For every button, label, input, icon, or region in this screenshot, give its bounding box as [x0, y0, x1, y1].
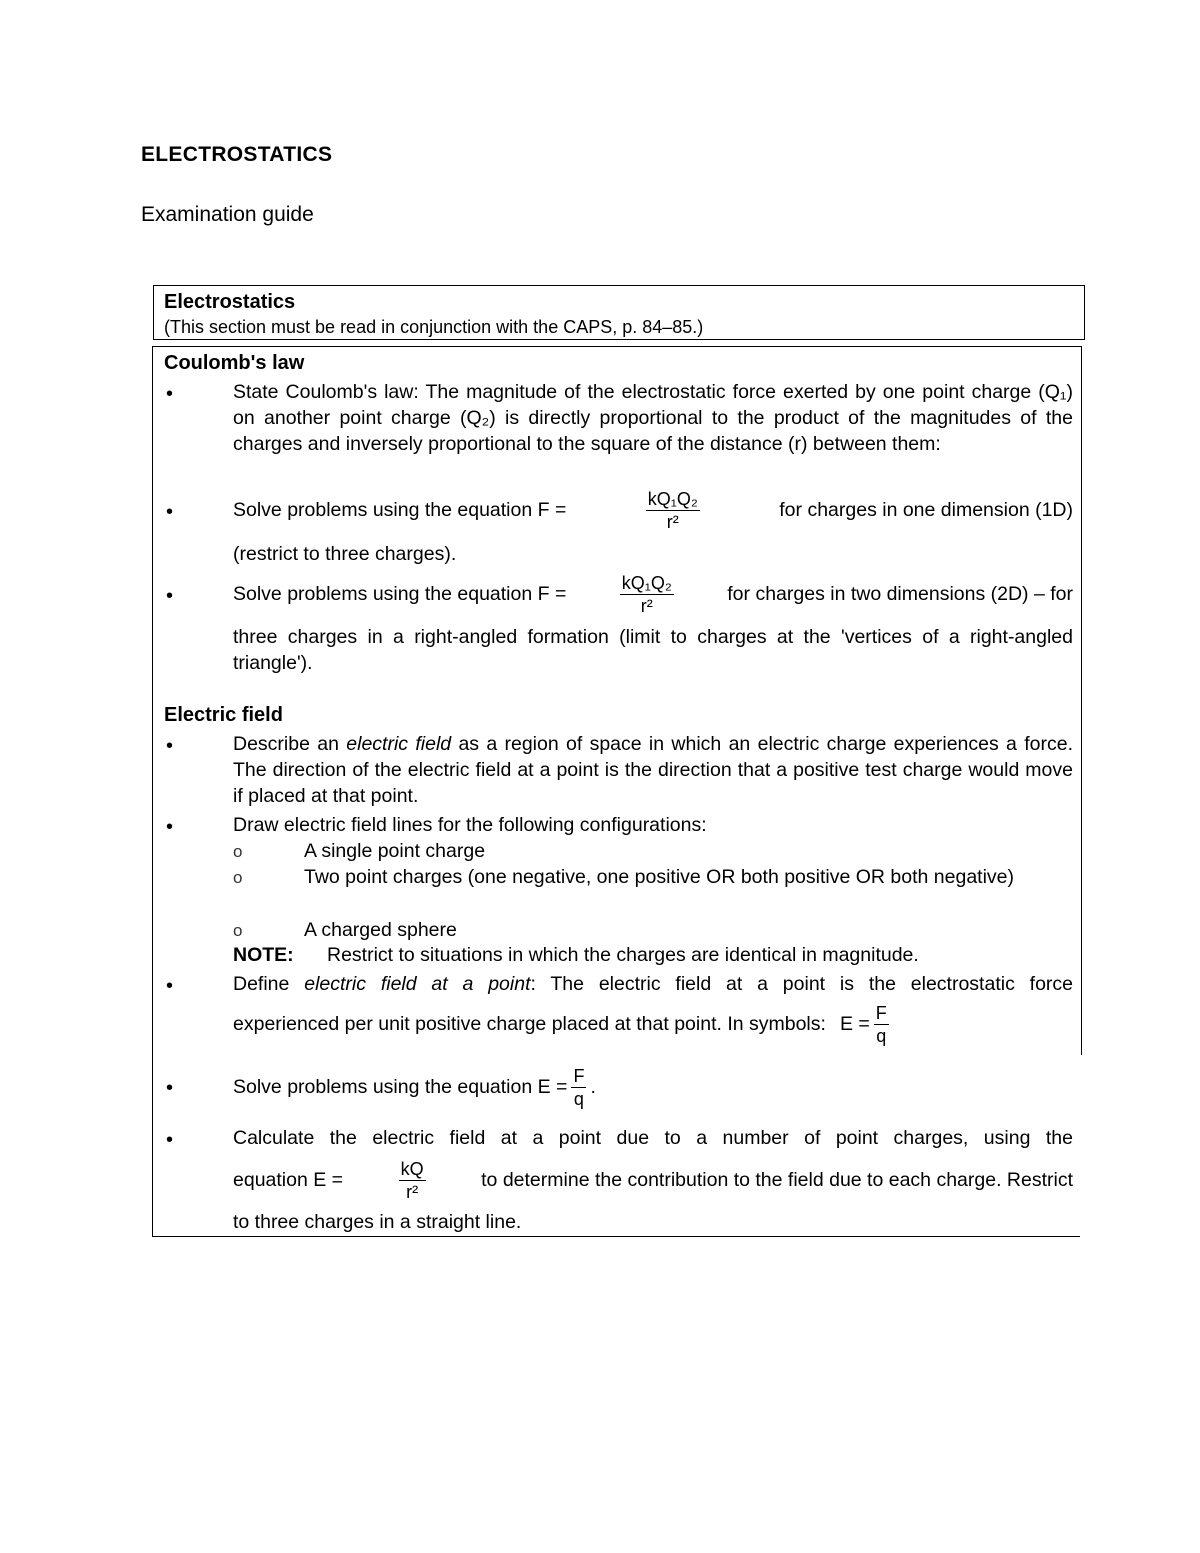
bullet-icon	[166, 587, 173, 605]
bullet-icon	[166, 385, 173, 403]
formula-denominator: r²	[406, 1181, 419, 1202]
config-single-charge: A single point charge	[304, 840, 486, 862]
formula-numerator: F	[875, 1002, 887, 1023]
coulomb-2d-suffix: for charges in two dimensions (2D) – for	[727, 582, 1073, 605]
formula-denominator: q	[876, 1025, 887, 1046]
efield-heading: Electric field	[164, 704, 283, 726]
config-two-charges: Two point charges (one negative, one positive OR both positive OR both negative)	[304, 866, 1014, 888]
sub-bullet-icon: o	[233, 921, 243, 940]
bullet-icon	[166, 737, 173, 755]
note-text: Restrict to situations in which the charges are identical in magnitude.	[327, 944, 919, 966]
calc-prefix: equation E =	[233, 1168, 344, 1191]
solve-suffix: .	[590, 1075, 596, 1098]
efield-draw-lines: Draw electric field lines for the following configurations:	[233, 814, 707, 836]
coulomb-statement: State Coulomb's law: The magnitude of the electrostatic force exerted by one point charge (Q₁) on another point charge (Q₂) is directly proportional to the product of the magnitudes of the charges and inversely proportional to the square of the distance (r) between them:	[233, 381, 1073, 455]
bullet-icon	[166, 818, 173, 836]
formula-numerator: kQ	[400, 1158, 424, 1179]
coulomb-1d-suffix: for charges in one dimension (1D)	[779, 498, 1073, 521]
bullet-icon	[166, 503, 173, 521]
page-subtitle: Examination guide	[141, 203, 314, 226]
def-e-label: E =	[839, 1012, 870, 1035]
coulomb-2d-line2: three charges in a right-angled formation (limit to charges at the 'vertices of a right-angled triangle').	[233, 626, 1073, 674]
efield-definition-line2	[233, 999, 1073, 1049]
bullet-icon	[166, 1131, 173, 1149]
formula-denominator: q	[573, 1088, 584, 1109]
bullet-icon	[166, 1079, 173, 1097]
bullet-icon	[166, 977, 173, 995]
coulomb-1d-prefix: Solve problems using the equation F =	[233, 498, 567, 521]
def-line2: experienced per unit positive charge placed at that point. In symbols:	[233, 1012, 826, 1035]
coulomb-1d-line2: (restrict to three charges).	[233, 543, 457, 565]
sub-bullet-icon: o	[233, 842, 243, 861]
calc-formula	[399, 1159, 426, 1202]
def-b: : The electric field at a point is the electrostatic force	[530, 973, 1073, 995]
solve-prefix: Solve problems using the equation E =	[233, 1075, 568, 1098]
coulomb-formula-1d	[646, 489, 700, 532]
efield-calc-line1: Calculate the electric field at a point due to a number of point charges, using the	[233, 1127, 1073, 1149]
solve-formula	[571, 1066, 586, 1109]
efield-definition-line1	[233, 971, 1073, 997]
def-a: Define	[233, 973, 290, 995]
coulomb-1d-row	[233, 485, 1073, 535]
config-charged-sphere: A charged sphere	[304, 919, 457, 941]
note-label: NOTE:	[233, 944, 294, 966]
formula-denominator: r²	[640, 595, 653, 616]
def-formula	[874, 1003, 889, 1046]
efield-calc-row	[233, 1152, 1073, 1208]
efield-description	[233, 731, 1073, 809]
coulomb-2d-prefix: Solve problems using the equation F =	[233, 582, 567, 605]
efield-calc-line3: to three charges in a straight line.	[233, 1211, 522, 1233]
content-box	[152, 346, 1082, 1237]
coulomb-heading: Coulomb's law	[164, 352, 305, 374]
formula-numerator: kQ₁Q₂	[647, 488, 698, 509]
page-title: ELECTROSTATICS	[141, 143, 333, 166]
coulomb-formula-2d	[620, 573, 674, 616]
def-emphasis: electric field at a point	[304, 973, 531, 995]
efield-desc-b: as a region of space in which an electric charge experiences a force. The direction of the electric field at a point is the direction that a positive test charge would move if placed at that point.	[233, 733, 1073, 807]
section-header-box	[153, 285, 1085, 340]
efield-desc-emphasis: electric field	[346, 733, 452, 755]
sub-bullet-icon: o	[233, 868, 243, 887]
formula-numerator: F	[573, 1065, 585, 1086]
calc-suffix: to determine the contribution to the field due to each charge. Restrict	[481, 1168, 1073, 1191]
formula-denominator: r²	[666, 511, 679, 532]
header-title: Electrostatics	[164, 291, 296, 313]
efield-solve-row	[233, 1059, 1073, 1115]
efield-desc-a: Describe an	[233, 733, 339, 755]
header-note: (This section must be read in conjunction with the CAPS, p. 84–85.)	[164, 317, 704, 337]
coulomb-2d-row	[233, 569, 1073, 619]
formula-numerator: kQ₁Q₂	[621, 572, 672, 593]
